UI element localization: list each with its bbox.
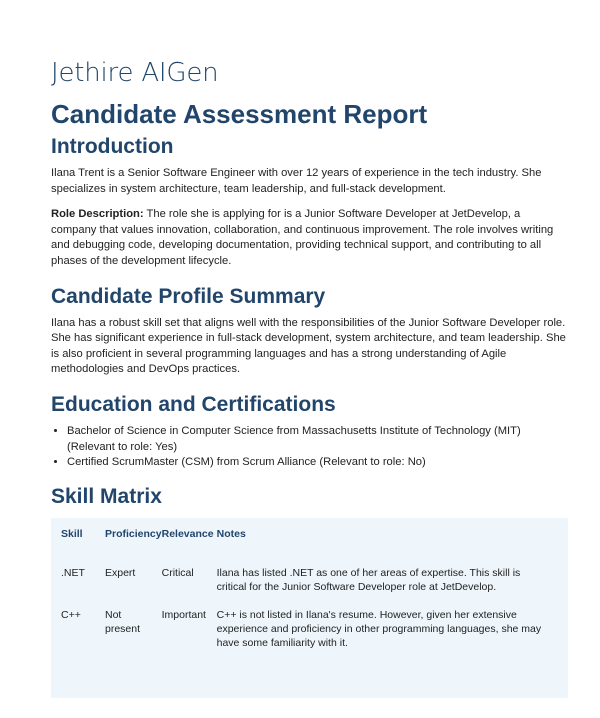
table-row: [61, 608, 558, 664]
table-row: [61, 566, 558, 608]
table-header-row: [61, 528, 558, 566]
cell-relevance: Important: [161, 608, 206, 621]
cell-proficiency: Expert: [105, 566, 136, 579]
cell-skill: C++: [61, 608, 81, 621]
introduction-heading: Introduction: [51, 135, 174, 158]
education-heading: Education and Certifications: [51, 392, 336, 416]
role-description: [51, 207, 568, 269]
column-header-proficiency: Proficiency: [105, 527, 162, 540]
column-header-relevance: Relevance: [161, 527, 214, 540]
role-description-label: Role Description:: [51, 208, 144, 221]
education-list: [51, 424, 568, 471]
education-item: • Bachelor of Science in Computer Science from Massachusetts Institute of Technology (MIT) (Relevant to role: Yes): [67, 424, 568, 455]
column-header-skill: Skill: [61, 527, 83, 540]
cell-relevance: Critical: [161, 566, 194, 579]
cell-notes: Ilana has listed .NET as one of her areas of expertise. This skill is critical for the Junior Software Developer role at JetDevelop.: [216, 566, 521, 593]
cell-proficiency: Not present: [105, 608, 141, 635]
role-description-text: The role she is applying for is a Junior Software Developer at JetDevelop, a company that values innovation, collaboration, and continuous improvement. The role involves writing and debugging code, developing documentation, providing technical support, and contributing to all phases of the development lifecycle.: [51, 208, 554, 267]
cell-skill: .NET: [61, 566, 85, 579]
profile-heading: Candidate Profile Summary: [51, 284, 326, 308]
brand-name: Jethire AIGen: [51, 58, 219, 88]
page-title: Candidate Assessment Report: [51, 99, 428, 129]
skill-table: [61, 528, 558, 664]
introduction-paragraph: Ilana Trent is a Senior Software Engineer with over 12 years of experience in the tech industry. She specializes in system architecture, team leadership, and full-stack development.: [51, 167, 542, 195]
skill-matrix: [51, 518, 568, 698]
profile-paragraph: Ilana has a robust skill set that aligns well with the responsibilities of the Junior Software Developer role. She has significant experience in full-stack development, system architecture, and team leadership. She is also proficient in several programming languages and has a strong understanding of Agile methodologies and DevOps practices.: [51, 316, 566, 376]
cell-notes: C++ is not listed in Ilana's resume. However, given her extensive experience and proficiency in other programming languages, she may have some familiarity with it.: [216, 608, 542, 649]
column-header-notes: Notes: [216, 527, 246, 540]
skill-matrix-heading: Skill Matrix: [51, 484, 162, 508]
education-item: • Certified ScrumMaster (CSM) from Scrum Alliance (Relevant to role: No): [67, 455, 568, 471]
